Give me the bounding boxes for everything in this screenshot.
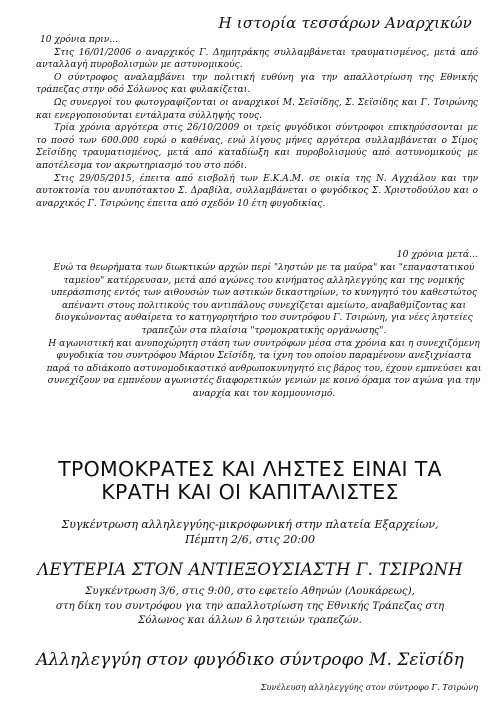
paragraph: Τρία χρόνια αργότερα στις 26/10/2009 οι τρείς φυγόδικοι σύντροφοι επικηρύσσονται με το ποσό των 600.000 ευρώ ο καθένας, ενώ λίγους μήνες αργότερα συλλαμβάνεται ο Σίμος Σεϊσίδης τραυματισμένος, μετά από καταδίωξη και πυροβολισμούς από αστυνομικούς με αποτέλεσμα τον ακρωτηριασμό του στο πόδι.	[36, 123, 478, 171]
court-line: στη δίκη του συντρόφου για την απαλλοτρίωση της Εθνικής Τράπεζας στη	[55, 600, 445, 612]
assembly-line: Συγκέντρωση αλληλεγγύης-μικροφωνική στην πλατεία Εξαρχείων,	[61, 518, 439, 531]
slogan-line: ΤΡΟΜΟΚΡΑΤΕΣ ΚΑΙ ΛΗΣΤΕΣ ΕΙΝΑΙ ΤΑ	[58, 457, 442, 481]
paragraph: Ως συνεργοί του φωτογραφίζονται οι αναρχικοί Μ. Σεϊσίδης, Σ. Σεϊσίδης και Γ. Τσιρώνης και ενεργοποιούνται εντάλματα σύλληψής τους.	[36, 97, 478, 121]
slogan-line: ΚΡΑΤΗ ΚΑΙ ΟΙ ΚΑΠΙΤΑΛΙΣΤΕΣ	[101, 480, 399, 504]
court-line: Συγκέντρωση 3/6, στις 9:00, στο εφετείο Αθηνών (Λουκάρεως),	[85, 586, 415, 597]
paragraph: Η αγωνιστική και ανυποχώρητη στάση των συντρόφων μέσα στα χρόνια και η συνεχιζόμενη φυγοδικία του συντρόφου Μάριου Σεϊσίδη, τα ίχνη του οποίου παραμένουν ανεξιχνίαστα παρά το αδιάκοπο αστυνομοδικαστικό ανθρωποκυνηγητό εις βάρος του, έχουν εμπνεύσει και συνεχίζουν να εμπνέουν αγωνιστές διαφορετικών γενιών με κοινό όραμα τον αγώνα για την αναρχία και τον κομμουνισμό.	[46, 338, 482, 399]
paragraph: Στις 16/01/2006 ο αναρχικός Γ. Δημητράκης συλλαμβάνεται τραυματισμένος, μετά από ανταλλαγή πυροβολισμών με αστυνομικούς.	[36, 47, 478, 71]
slogan-heading	[20, 458, 480, 504]
court-notice	[20, 585, 480, 629]
assembly-notice	[20, 517, 480, 547]
poster-title: Η ιστορία τεσσάρων Αναρχικών	[218, 14, 472, 32]
paragraph: Ενώ τα θεωρήματα των διωκτικών αρχών περί "ληστών με τα μαύρα" και "επαναστατικού ταμείου" κατέρρευσαν, μετά από αγώνες του κινήματος αλληλεγγύης και της νομικής υπεράσπισης εντός των αιθουσών των αστικών δικαστηρίων, το κυνηγητό του καθεστώτος απέναντι στους πολιτικούς του αντιπάλους συνεχίζεται αμείωτο, αναβαθμίζοντας και διογκώνοντας αυθαίρετα το κατηγορητήριο του συντρόφου Γ. Τσιρώνη, για νέες ληστείες τραπεζών στα πλαίσια "τρομοκρατικής οργάνωσης".	[50, 263, 478, 336]
paragraph: Στις 29/05/2015, έπειτα από εισβολή των Ε.Κ.Α.Μ. σε οικία της Ν. Αγχιάλου και την αυτοκτονία του ανυπότακτου Σ. Δραβίλα, συλλαμβάνεται ο φυγόδικος Σ. Χριστοδούλου και ο αναρχικός Γ. Τσιρώνης έπειτα από σχεδόν 10 έτη φυγοδικίας.	[36, 173, 478, 209]
signature: Συνέλευση αλληλεγγύης στον σύντροφο Γ. Τσιρώνη	[260, 682, 478, 692]
time-label-after: 10 χρόνια μετά...	[396, 249, 478, 260]
freedom-heading: ΛΕΥΤΕΡΙΑ ΣΤΟΝ ΑΝΤΙΕΞΟΥΣΙΑΣΤΗ Γ. ΤΣΙΡΩΝΗ	[37, 560, 463, 579]
time-label-before: 10 χρόνια πριν...	[40, 35, 119, 45]
solidarity-heading: Αλληλεγγύη στον φυγόδικο σύντροφο Μ. Σεϊσίδη	[36, 650, 464, 670]
section-after	[44, 262, 484, 401]
assembly-line: Πέμπτη 2/6, στις 20:00	[184, 533, 315, 546]
section-before	[36, 34, 478, 210]
court-line: Σόλωνος και άλλων 6 ληστειών τραπεζών.	[138, 615, 362, 627]
paragraph: Ο σύντροφος αναλαμβάνει την πολιτική ευθύνη για την απαλλοτρίωση της Εθνικής τράπεζας στην οδό Σόλωνος και φυλακίζεται.	[36, 72, 478, 96]
